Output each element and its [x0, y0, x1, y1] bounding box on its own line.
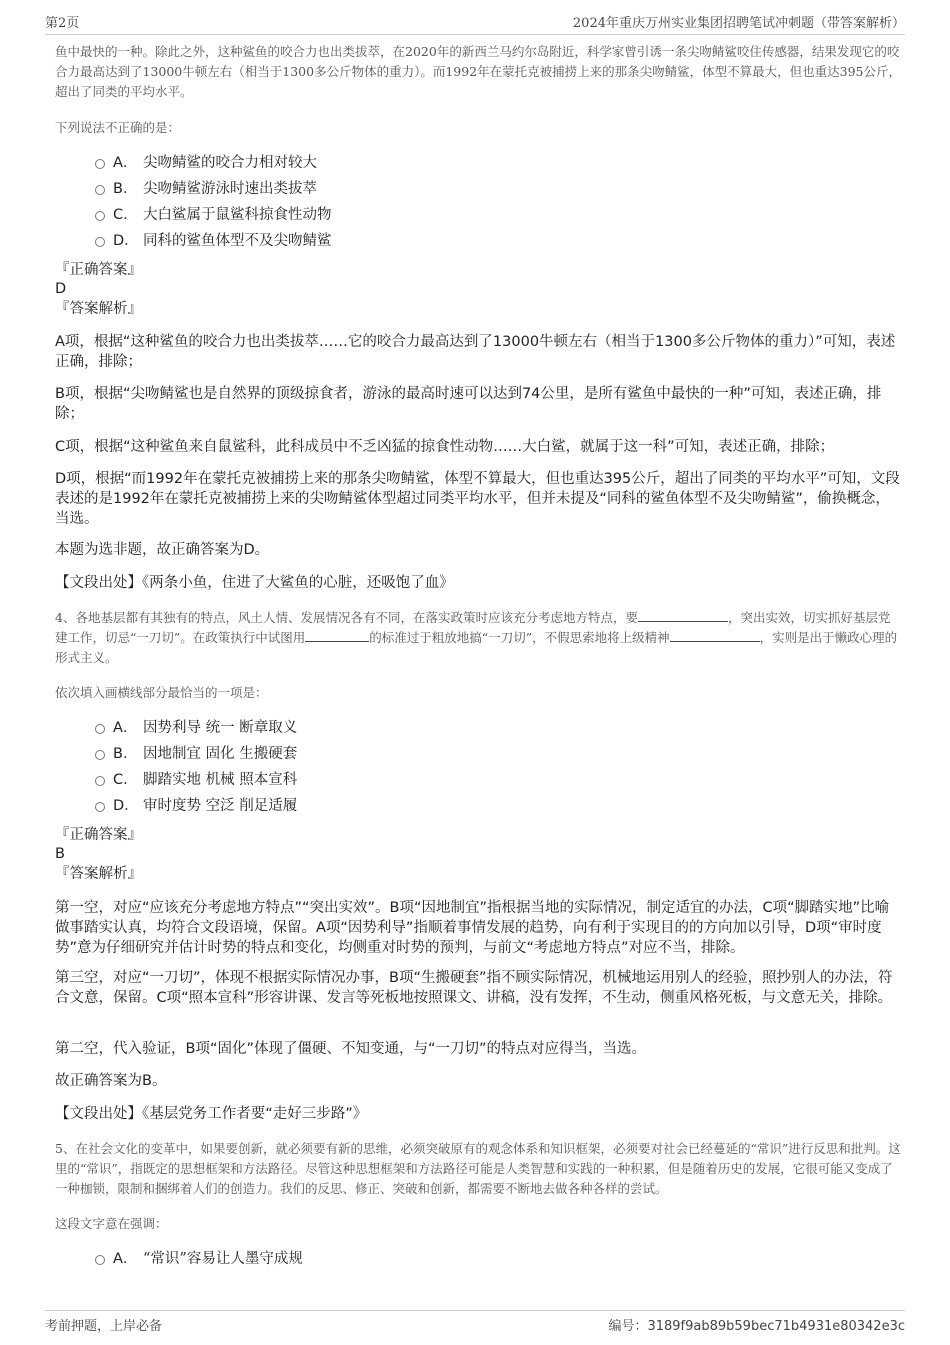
- q3-answer-label: 『正确答案』: [55, 262, 142, 278]
- q3-option-c[interactable]: C． 大白鲨属于鼠鲨科掠食性动物: [95, 205, 332, 225]
- radio-icon[interactable]: [95, 776, 105, 786]
- q4-answer-label: 『正确答案』: [55, 827, 142, 843]
- q3-analysis-d: D项，根据“而1992年在蒙托克被捕捞上来的那条尖吻鲭鲨，体型不算最大，但也重达395公斤，超出了同类的平均水平”可知，文段表述的是1992年在蒙托克被捕捞上来的尖吻鲭鲨体型超过同类平均水平，但并未提及“同科的鲨鱼体型不及尖吻鲭鲨”，偷换概念，当选。: [55, 471, 900, 527]
- radio-icon[interactable]: [95, 724, 105, 734]
- page-footer: [45, 1310, 905, 1333]
- footer-slogan: 考前押题，上岸必备: [45, 1319, 163, 1334]
- q3-analysis-a: A项，根据“这种鲨鱼的咬合力也出类拔萃……它的咬合力最高达到了13000牛顿左右（相当于1300多公斤物体的重力）”可知，表述正确，排除；: [55, 334, 896, 370]
- q4-analysis-3: 第二空，代入验证，B项“固化”体现了僵硬、不知变通，与“一刀切”的特点对应得当，当选。: [55, 1041, 646, 1057]
- page-number: 第2页: [45, 16, 80, 31]
- q4-stem: 4、各地基层都有其独有的特点，风土人情、发展情况各有不同，在落实政策时应该充分考虑地方特点，要 ，突出实效，切实抓好基层党建工作，切忌“一刀切”。在政策执行中试图用 的标准过于粗放地搞“一刀切”，不假思索地将上级精神 ，实则是出于懒政心理的形式主义。: [55, 610, 898, 665]
- document-code: 编号：3189f9ab89b59bec71b4931e80342e3c: [608, 1319, 905, 1334]
- q5-stem: 5、在社会文化的变革中，如果要创新，就必须要有新的思维，必须突破原有的观念体系和知识框架，必须要对社会已经蔓延的“常识”进行反思和批判。这里的“常识”，指既定的思想框架和方法路径。尽管这种思想框架和方法路径可能是人类智慧和实践的一种积累，但是随着历史的发展，它很可能又变成了一种枷锁，限制和捆绑着人们的创造力。我们的反思、修正、突破和创新，都需要不断地去做各种各样的尝试。: [55, 1141, 901, 1196]
- q4-analysis-1: 第一空，对应“应该充分考虑地方特点”“突出实效”。B项“因地制宜”指根据当地的实际情况，制定适宜的办法，C项“脚踏实地”比喻做事踏实认真，均符合文段语境，保留。A项“因势利导”指顺着事情发展的趋势，向有利于实现目的的方向加以引导，D项“审时度势”意为仔细研究并估计时势的特点和变化，均侧重对时势的预判，与前文“考虑地方特点”对应不当，排除。: [55, 900, 890, 956]
- q4-option-a[interactable]: A． 因势利导 统一 断章取义: [95, 718, 297, 738]
- q4-conclusion: 故正确答案为B。: [55, 1073, 167, 1089]
- q4-answer: B: [55, 846, 65, 862]
- q5-prompt: 这段文字意在强调：: [55, 1216, 168, 1231]
- q4-blank-2[interactable]: [305, 629, 369, 642]
- q3-prompt: 下列说法不正确的是：: [55, 120, 181, 135]
- q4-option-b[interactable]: B． 因地制宜 固化 生搬硬套: [95, 744, 297, 764]
- q3-source: 【文段出处】《两条小鱼，住进了大鲨鱼的心脏，还吸饱了血》: [55, 575, 454, 591]
- radio-icon[interactable]: [95, 802, 105, 812]
- q4-option-c[interactable]: C． 脚踏实地 机械 照本宣科: [95, 770, 297, 790]
- q4-option-d[interactable]: D． 审时度势 空泛 削足适履: [95, 796, 297, 816]
- q4-source: 【文段出处】《基层党务工作者要“走好三步路”》: [55, 1106, 368, 1122]
- q4-prompt: 依次填入画横线部分最恰当的一项是：: [55, 685, 268, 700]
- document-title: 2024年重庆万州实业集团招聘笔试冲刺题（带答案解析）: [572, 16, 905, 31]
- radio-icon[interactable]: [95, 211, 105, 221]
- radio-icon[interactable]: [95, 159, 105, 169]
- page-header: [45, 12, 905, 35]
- radio-icon[interactable]: [95, 237, 105, 247]
- radio-icon[interactable]: [95, 1255, 105, 1265]
- radio-icon[interactable]: [95, 750, 105, 760]
- q3-conclusion: 本题为选非题，故正确答案为D。: [55, 542, 270, 558]
- q4-blank-3[interactable]: [670, 629, 760, 642]
- radio-icon[interactable]: [95, 185, 105, 195]
- q4-analysis-label: 『答案解析』: [55, 866, 142, 882]
- q3-option-b[interactable]: B． 尖吻鲭鲨游泳时速出类拔萃: [95, 179, 317, 199]
- q4-analysis-2: 第三空，对应“一刀切”，体现不根据实际情况办事，B项“生搬硬套”指不顾实际情况，机械地运用别人的经验，照抄别人的办法，符合文意，保留。C项“照本宣科”形容讲课、发言等死板地按照课文、讲稿，没有发挥，不生动，侧重风格死板，与文意无关，排除。: [55, 970, 893, 1006]
- q3-passage: 鱼中最快的一种。除此之外，这种鲨鱼的咬合力也出类拔萃，在2020年的新西兰马约尔岛附近，科学家曾引诱一条尖吻鲭鲨咬住传感器，结果发现它的咬合力最高达到了13000牛顿左右（相当于1300多公斤物体的重力）。而1992年在蒙托克被捕捞上来的那条尖吻鲭鲨，体型不算最大，但也重达395公斤，超出了同类的平均水平。: [55, 44, 901, 99]
- q3-analysis-label: 『答案解析』: [55, 301, 142, 317]
- q5-option-a[interactable]: A． “常识”容易让人墨守成规: [95, 1249, 303, 1269]
- q3-analysis-c: C项，根据“这种鲨鱼来自鼠鲨科，此科成员中不乏凶猛的掠食性动物……大白鲨，就属于这一科”可知，表述正确，排除；: [55, 439, 835, 455]
- q3-option-a[interactable]: A． 尖吻鲭鲨的咬合力相对较大: [95, 153, 317, 173]
- q3-analysis-b: B项，根据“尖吻鲭鲨也是自然界的顶级掠食者，游泳的最高时速可以达到74公里，是所有鲨鱼中最快的一种”可知，表述正确，排除；: [55, 386, 882, 422]
- q3-answer: D: [55, 281, 67, 297]
- q4-blank-1[interactable]: [638, 609, 728, 622]
- q3-option-d[interactable]: D． 同科的鲨鱼体型不及尖吻鲭鲨: [95, 231, 332, 251]
